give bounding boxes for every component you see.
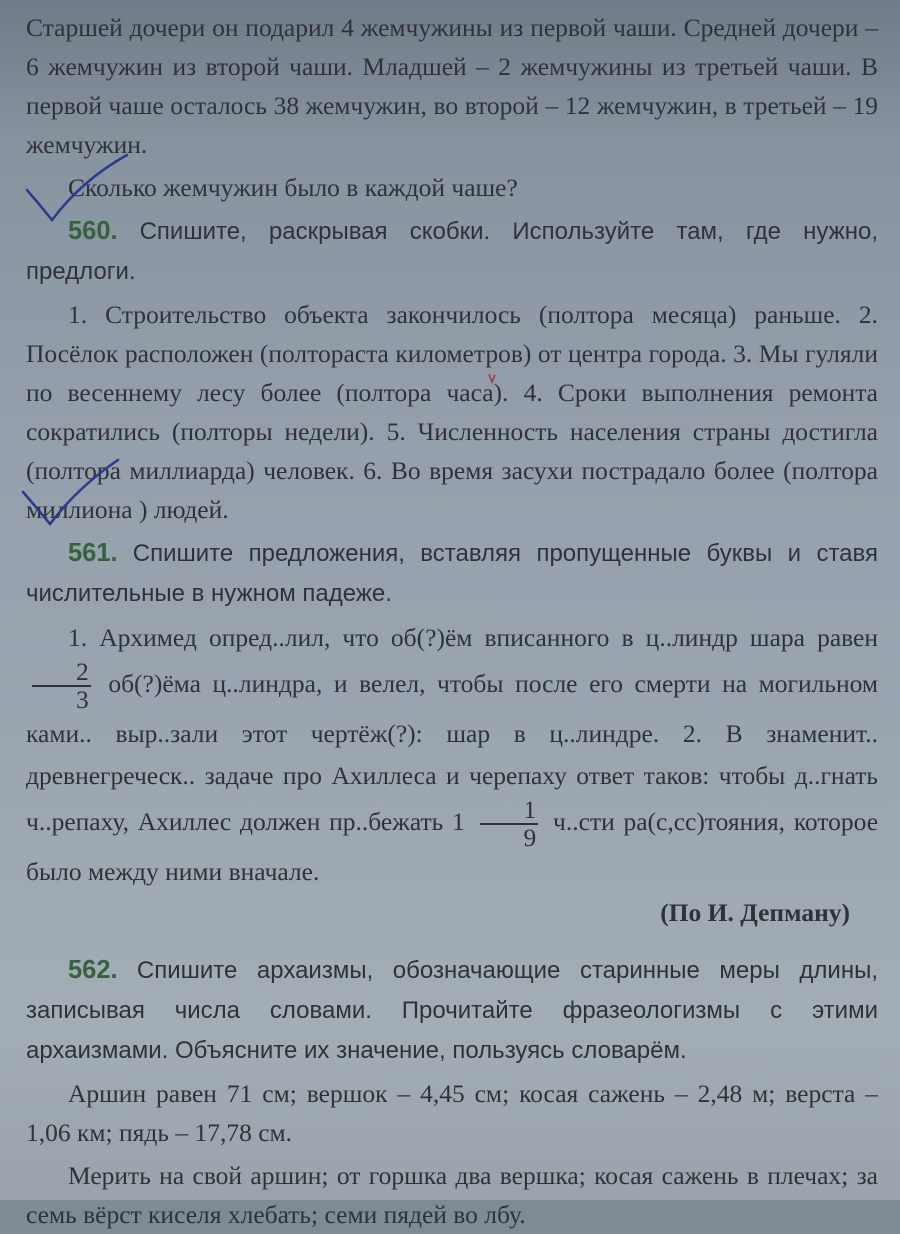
exercise-562-task [26,950,878,1070]
fraction-one-ninth [480,797,539,851]
exercise-561-part-1: 1. Архимед опред..лил, что об(?)ём вписанного в ц..линдр шара равен [68,623,878,652]
exercise-562-instruction: Спишите архаизмы, обозначающие старинные меры длины, записывая числа словами. Прочитайте фразеологизмы с этими архаизмами. Объясните их значение, пользуясь словарём. [26,957,879,1064]
exercise-561-body [26,617,878,893]
exercise-562-idioms: Мерить на свой аршин; от горшка два вершка; косая сажень в плечах; за семь вёрст киселя хлебать; семи пядей во лбу. [26,1161,878,1229]
exercise-561-part-3: ч..сти ра(с,сс)тояния, которое было между ними вначале. [26,806,879,886]
intro-question: Сколько жемчужин было в каждой чаше? [68,173,518,202]
exercise-561-number: 561. [68,539,118,567]
fraction-1-denominator: 3 [76,685,89,714]
exercise-561-part-2: об(?)ёма ц..линдра, и велел, чтобы после его смерти на могильном ками.. выр..зали этот чертёж(?): шар в ц..линдре. 2. В знаменит.. древнегреческ.. задаче про Ахиллеса и черепаху ответ таков: чтобы д..гнать ч..репаху, Ахиллес должен пр..бежать 1 [26,668,878,836]
exercise-560-body: 1. Строительство объекта закончилось (полтора месяца) раньше. 2. Посёлок расположен (полтораста километров) от центра города. 3. Мы гуляли по весеннему лесу более (полтора часа). 4. Сроки выполнения ремонта сократились (полторы недели). 5. Численность населения страны достигла (полтора миллиарда) человек. 6. Во время засухи пострадало более (полтора миллиона ) людей. [26,300,878,524]
fraction-two-thirds [32,659,91,713]
exercise-560-number: 560. [68,217,118,245]
spacer [26,936,878,950]
exercise-562-measures: Аршин равен 71 см; вершок – 4,45 см; косая сажень – 2,48 м; верста – 1,06 км; пядь – 17,78 см. [26,1079,878,1147]
exercise-561-task [26,533,878,613]
source-attribution: (По И. Депману) [660,898,850,927]
fraction-1-numerator: 2 [32,659,91,687]
exercise-560-task [26,211,878,291]
fraction-2-denominator: 9 [523,823,537,852]
exercise-561-instruction: Спишите предложения, вставляя пропущенные буквы и ставя числительные в нужном падеже. [26,540,878,607]
fraction-2-numerator: 1 [480,797,539,825]
intro-paragraph: Старшей дочери он подарил 4 жемчужины из первой чаши. Средней дочери – 6 жемчужин из второй чаши. Младшей – 2 жемчужины из третьей чаши. В первой чаше осталось 38 жемчужин, во второй – 12 жемчужин, в третьей – 19 жемчужин. [26,13,878,159]
exercise-560-instruction: Спишите, раскрывая скобки. Используйте там, где нужно, предлоги. [26,218,879,285]
exercise-562-number: 562. [68,956,118,984]
